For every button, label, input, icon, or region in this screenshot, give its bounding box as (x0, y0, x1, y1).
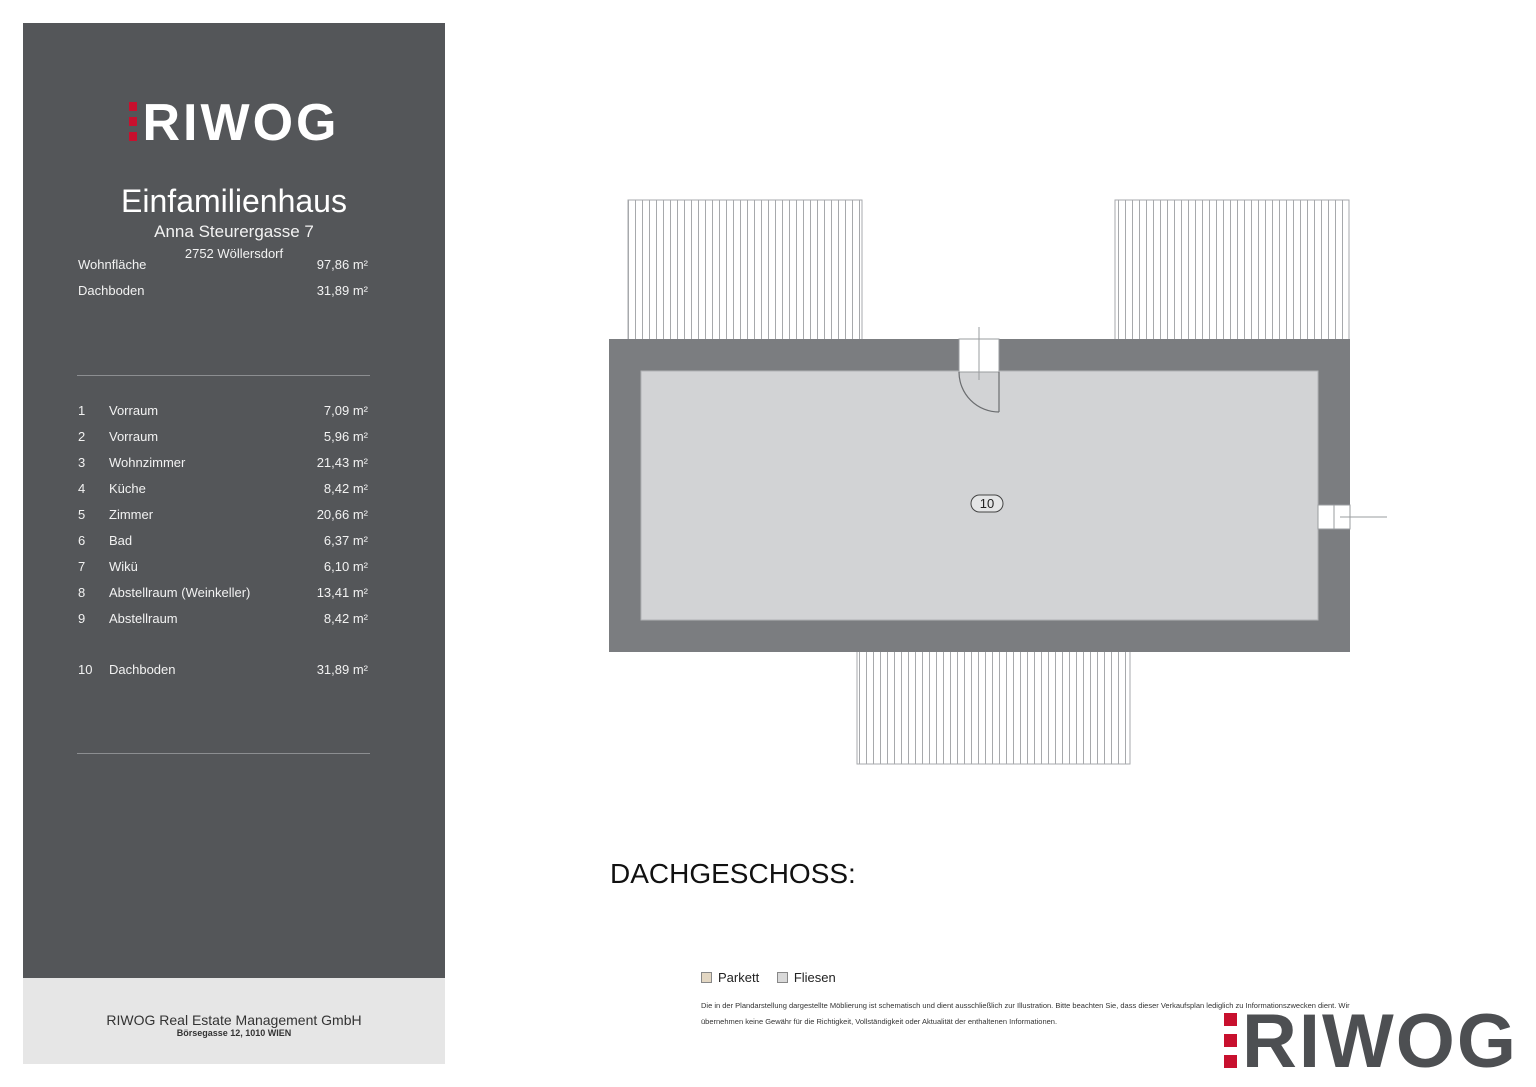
room-area: 6,37 m² (323, 533, 368, 548)
company-name: RIWOG Real Estate Management GmbH (106, 1012, 362, 1028)
room-area: 21,43 m² (316, 455, 368, 470)
room-number: 9 (78, 611, 86, 626)
room-name: Abstellraum (109, 611, 178, 626)
divider-bottom (77, 753, 370, 754)
panel-footer (23, 978, 445, 1064)
legend-item-parkett (701, 970, 759, 985)
room-name: Wikü (109, 559, 138, 574)
room-number-label: 10 (979, 496, 995, 511)
floor-label: DACHGESCHOSS: (610, 858, 856, 889)
room-name: Küche (109, 481, 146, 496)
slatted-area-bottom (857, 650, 1130, 764)
room-area: 5,96 m² (323, 429, 368, 444)
room-name: Abstellraum (Weinkeller) (109, 585, 251, 600)
slatted-area-top-right (1115, 200, 1349, 340)
summary-value: 97,86 m² (316, 257, 368, 272)
legend-label: Fliesen (793, 970, 836, 985)
riwog-logo (23, 93, 445, 153)
room-area: 13,41 m² (316, 585, 368, 600)
property-street: Anna Steurergasse 7 (154, 222, 314, 241)
room-name: Bad (109, 533, 133, 548)
room-area: 6,10 m² (323, 559, 368, 574)
property-title: Einfamilienhaus (121, 183, 347, 219)
fliesen-swatch-icon (777, 972, 788, 983)
material-legend (701, 970, 850, 985)
legend-label: Parkett (718, 970, 760, 985)
slatted-area-top-left (628, 200, 862, 340)
property-postal: 2752 Wöllersdorf (184, 246, 284, 261)
logo-dots-icon (1224, 1009, 1240, 1073)
room-area: 8,42 m² (323, 481, 368, 496)
logo-text: RIWOG (142, 94, 340, 152)
corner-logo-text: RIWOG (1242, 999, 1518, 1084)
room-number: 2 (78, 429, 86, 444)
corner-logo (1224, 998, 1518, 1085)
room-number: 10 (78, 662, 93, 677)
room-name: Vorraum (109, 429, 159, 444)
room-name: Zimmer (109, 507, 154, 522)
room-number: 5 (78, 507, 86, 522)
room-number: 8 (78, 585, 86, 600)
room-number: 3 (78, 455, 86, 470)
parkett-swatch-icon (701, 972, 712, 983)
summary-label: Dachboden (78, 283, 145, 298)
summary-label: Wohnfläche (78, 257, 147, 272)
info-panel (23, 23, 445, 978)
room-name: Dachboden (109, 662, 176, 677)
room-name: Vorraum (109, 403, 159, 418)
room-area: 7,09 m² (323, 403, 368, 418)
logo-dots-icon (129, 100, 139, 142)
room-number: 7 (78, 559, 86, 574)
room-area: 31,89 m² (316, 662, 368, 677)
divider-top (77, 375, 370, 376)
room-number: 1 (78, 403, 86, 418)
summary-value: 31,89 m² (316, 283, 368, 298)
room-area: 20,66 m² (316, 507, 368, 522)
room-number: 4 (78, 481, 86, 496)
floor-plan (600, 190, 1400, 770)
summary-row-dachboden (78, 283, 368, 298)
summary-row-wohnflaeche (78, 257, 368, 272)
legend-item-fliesen (777, 970, 836, 985)
company-address: Börsegasse 12, 1010 WIEN (176, 1028, 292, 1038)
room-area: 8,42 m² (323, 611, 368, 626)
room-name: Wohnzimmer (109, 455, 186, 470)
room-number: 6 (78, 533, 86, 548)
disclaimer-text: Die in der Plandarstellung dargestellte Möblierung ist schematisch und dient ausschließlich zur Illustration. Bitte beachten Sie, dass dieser Verkaufsplan lediglich zu Informationszwecken dient. Wir übernehmen keine Gewähr für die Richtigkeit, Vollständigkeit oder Aktualität der enthaltenen Informationen. (701, 1001, 1350, 1026)
